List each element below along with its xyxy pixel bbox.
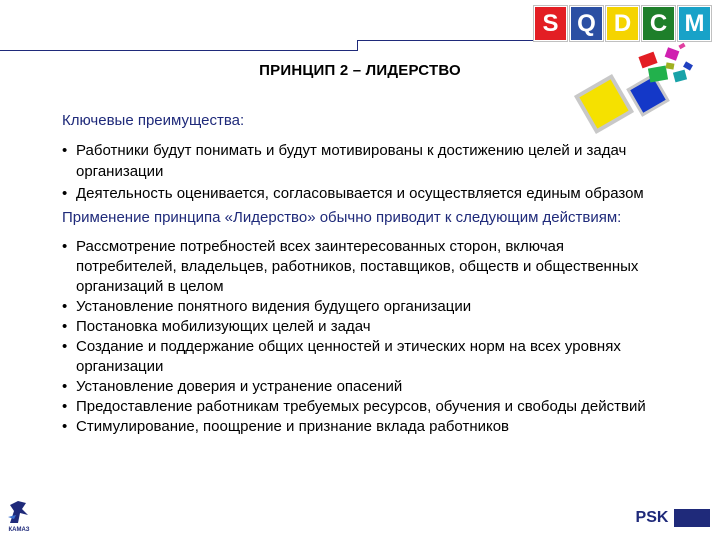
small-pink-square xyxy=(678,43,685,49)
psk-logo-bar xyxy=(674,509,710,527)
actions-list xyxy=(62,237,662,437)
header-line-right xyxy=(357,40,533,41)
slide-content xyxy=(62,110,662,437)
magenta-square xyxy=(665,47,680,61)
list-item: • Установление понятного видения будущего организации xyxy=(62,297,662,317)
logo-letter-q: Q xyxy=(570,6,603,41)
sqdcm-logo xyxy=(534,6,711,41)
logo-letter-m: M xyxy=(678,6,711,41)
spacer xyxy=(62,228,662,237)
kamaz-logo-text: КАМАЗ xyxy=(8,527,30,533)
list-item: • Деятельность оценивается, согласовывается и осуществляется единым образом xyxy=(62,183,662,204)
kamaz-logo xyxy=(4,497,34,537)
kamaz-horse-icon xyxy=(4,497,34,527)
header-line-left xyxy=(0,50,357,51)
list-item: • Работники будут понимать и будут мотивированы к достижению целей и задач организации xyxy=(62,140,662,182)
list-item: • Постановка мобилизующих целей и задач xyxy=(62,317,662,337)
logo-letter-s: S xyxy=(534,6,567,41)
spacer xyxy=(62,131,662,140)
section-heading-actions: Применение принципа «Лидерство» обычно приводит к следующим действиям: xyxy=(62,209,622,226)
list-item: • Предоставление работникам требуемых ресурсов, обучения и свободы действий xyxy=(62,397,662,417)
section-heading-benefits: Ключевые преимущества: xyxy=(62,112,245,129)
header-line-connector xyxy=(357,40,358,51)
psk-logo xyxy=(632,505,712,531)
logo-letter-d: D xyxy=(606,6,639,41)
slide-title: ПРИНЦИП 2 – ЛИДЕРСТВО xyxy=(259,62,461,79)
benefits-list xyxy=(62,140,662,204)
list-item: • Установление доверия и устранение опасений xyxy=(62,377,662,397)
list-item: • Рассмотрение потребностей всех заинтересованных сторон, включая потребителей, владельцев, работников, поставщиков, обществ и общественных организаций в целом xyxy=(62,237,662,297)
list-item: • Создание и поддержание общих ценностей и этических норм на всех уровнях организации xyxy=(62,337,662,377)
logo-letter-c: C xyxy=(642,6,675,41)
list-item: • Стимулирование, поощрение и признание вклада работников xyxy=(62,417,662,437)
psk-logo-text: PSK xyxy=(635,509,669,526)
